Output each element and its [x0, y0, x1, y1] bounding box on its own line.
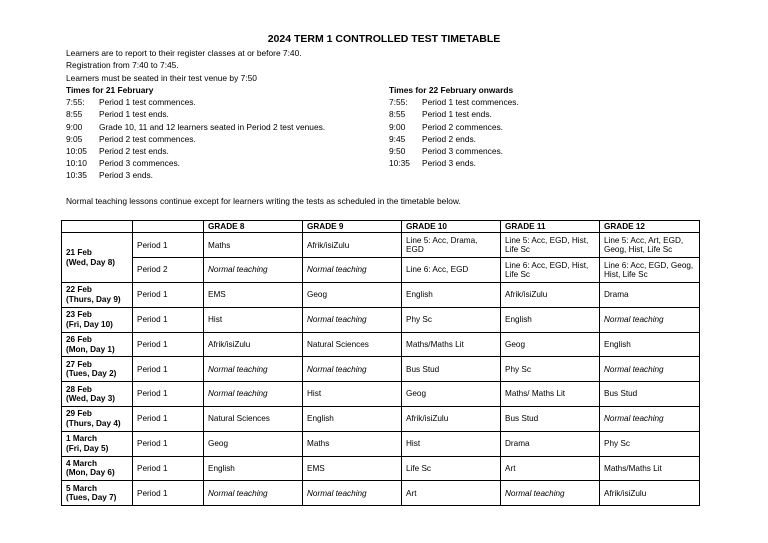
subject-cell: Bus Stud — [600, 382, 700, 407]
subject-cell: Art — [402, 481, 501, 506]
instruction-line: Registration from 7:40 to 7:45. — [66, 60, 179, 71]
date-label: 23 Feb — [66, 310, 92, 320]
subject-cell: Maths — [303, 431, 402, 456]
table-row — [62, 456, 700, 481]
header-cell — [62, 221, 133, 233]
date-label: 29 Feb — [66, 409, 92, 419]
day-label: (Thurs, Day 4) — [66, 418, 121, 428]
table-row — [62, 357, 700, 382]
time-row — [66, 158, 386, 170]
subject-cell: Line 6: Acc, EGD — [402, 258, 501, 283]
times-22-heading: Times for 22 February onwards — [389, 85, 514, 95]
date-cell — [62, 407, 133, 432]
subject-cell: Geog — [402, 382, 501, 407]
subject-cell: Normal teaching — [303, 307, 402, 332]
subject-cell: Line 6: Acc, EGD, Geog, Hist, Life Sc — [600, 258, 700, 283]
period-cell: Period 1 — [133, 481, 204, 506]
time-description: Period 2 ends. — [422, 133, 477, 144]
subject-cell: Normal teaching — [303, 258, 402, 283]
time-description: Period 2 commences. — [422, 121, 503, 132]
time-value: 9:00 — [66, 121, 83, 132]
subject-cell: Drama — [600, 283, 700, 308]
time-description: Period 3 commences. — [99, 158, 180, 169]
date-cell — [62, 233, 133, 283]
date-label: 27 Feb — [66, 359, 92, 369]
subject-cell: Normal teaching — [204, 382, 303, 407]
subject-cell: Normal teaching — [600, 357, 700, 382]
time-row — [66, 170, 386, 182]
times-22-february — [389, 85, 709, 170]
subject-cell: Afrik/isiZulu — [501, 283, 600, 308]
subject-cell: Phy Sc — [501, 357, 600, 382]
time-value: 10:35 — [66, 170, 87, 181]
time-description: Period 2 test ends. — [99, 145, 169, 156]
table-row — [62, 332, 700, 357]
day-label: (Fri, Day 10) — [66, 319, 113, 329]
period-cell: Period 1 — [133, 407, 204, 432]
subject-cell: EMS — [303, 456, 402, 481]
subject-cell: Bus Stud — [501, 407, 600, 432]
period-cell: Period 1 — [133, 431, 204, 456]
period-cell: Period 2 — [133, 258, 204, 283]
date-label: 1 March — [66, 434, 97, 444]
subject-cell: Maths/ Maths Lit — [501, 382, 600, 407]
date-cell — [62, 456, 133, 481]
day-label: (Thurs, Day 9) — [66, 294, 121, 304]
subject-cell: Normal teaching — [303, 481, 402, 506]
header-cell — [133, 221, 204, 233]
time-row — [66, 109, 386, 121]
time-row — [66, 134, 386, 146]
time-value: 10:35 — [389, 158, 410, 169]
times-21-heading: Times for 21 February — [66, 85, 154, 95]
time-value: 9:05 — [66, 133, 83, 144]
subject-cell: Phy Sc — [402, 307, 501, 332]
subject-cell: Normal teaching — [204, 481, 303, 506]
date-cell — [62, 481, 133, 506]
subject-cell: Line 6: Acc, EGD, Hist, Life Sc — [501, 258, 600, 283]
day-label: (Fri, Day 5) — [66, 443, 109, 453]
time-description: Grade 10, 11 and 12 learners seated in Period 2 test venues. — [99, 121, 326, 132]
time-row — [66, 122, 386, 134]
table-row — [62, 382, 700, 407]
day-label: (Mon, Day 6) — [66, 468, 115, 478]
time-description: Period 1 test ends. — [99, 109, 169, 120]
date-cell — [62, 357, 133, 382]
time-row — [389, 146, 709, 158]
subject-cell: Bus Stud — [402, 357, 501, 382]
table-row — [62, 233, 700, 258]
subject-cell: Line 5: Acc, Drama, EGD — [402, 233, 501, 258]
subject-cell: English — [402, 283, 501, 308]
subject-cell: Line 5: Acc, EGD, Hist, Life Sc — [501, 233, 600, 258]
day-label: (Tues, Day 2) — [66, 369, 117, 379]
time-row — [389, 122, 709, 134]
instruction-line: Learners must be seated in their test venue by 7:50 — [66, 72, 257, 83]
subject-cell: Maths/Maths Lit — [600, 456, 700, 481]
table-header-row — [62, 221, 700, 233]
date-label: 5 March — [66, 483, 97, 493]
time-description: Period 3 ends. — [422, 158, 477, 169]
times-21-february — [66, 85, 386, 183]
table-row — [62, 307, 700, 332]
header-cell: GRADE 8 — [204, 221, 303, 233]
subject-cell: EMS — [204, 283, 303, 308]
time-row — [389, 134, 709, 146]
timetable — [61, 220, 700, 506]
date-label: 28 Feb — [66, 384, 92, 394]
period-cell: Period 1 — [133, 307, 204, 332]
table-row — [62, 258, 700, 283]
table-row — [62, 481, 700, 506]
subject-cell: Line 5: Acc, Art, EGD, Geog, Hist, Life Sc — [600, 233, 700, 258]
time-value: 8:55 — [66, 109, 83, 120]
subject-cell: Hist — [402, 431, 501, 456]
subject-cell: Afrik/isiZulu — [204, 332, 303, 357]
time-row — [389, 158, 709, 170]
period-cell: Period 1 — [133, 382, 204, 407]
subject-cell: Natural Sciences — [303, 332, 402, 357]
time-description: Period 3 ends. — [99, 170, 154, 181]
day-label: (Wed, Day 3) — [66, 394, 115, 404]
time-row — [66, 146, 386, 158]
day-label: (Wed, Day 8) — [66, 257, 115, 267]
period-cell: Period 1 — [133, 357, 204, 382]
subject-cell: Geog — [501, 332, 600, 357]
date-label: 4 March — [66, 459, 97, 469]
date-cell — [62, 382, 133, 407]
date-label: 21 Feb — [66, 248, 92, 258]
time-description: Period 1 test ends. — [422, 109, 492, 120]
subject-cell: Normal teaching — [204, 258, 303, 283]
time-description: Period 3 commences. — [422, 145, 503, 156]
time-description: Period 1 test commences. — [422, 97, 519, 108]
subject-cell: Life Sc — [402, 456, 501, 481]
period-cell: Period 1 — [133, 283, 204, 308]
time-value: 9:45 — [389, 133, 406, 144]
table-row — [62, 407, 700, 432]
date-label: 26 Feb — [66, 335, 92, 345]
date-label: 22 Feb — [66, 285, 92, 295]
day-label: (Mon, Day 1) — [66, 344, 115, 354]
subject-cell: Maths/Maths Lit — [402, 332, 501, 357]
normal-teaching-note: Normal teaching lessons continue except for learners writing the tests as scheduled in the timetable below. — [66, 196, 461, 206]
subject-cell: English — [501, 307, 600, 332]
date-cell — [62, 431, 133, 456]
period-cell: Period 1 — [133, 456, 204, 481]
time-row — [389, 109, 709, 121]
header-cell: GRADE 11 — [501, 221, 600, 233]
page-title: 2024 TERM 1 CONTROLLED TEST TIMETABLE — [267, 33, 501, 45]
time-row — [66, 97, 386, 109]
subject-cell: Hist — [204, 307, 303, 332]
time-row — [389, 97, 709, 109]
subject-cell: Geog — [204, 431, 303, 456]
time-description: Period 1 test commences. — [99, 97, 196, 108]
subject-cell: Normal teaching — [204, 357, 303, 382]
header-cell: GRADE 12 — [600, 221, 700, 233]
subject-cell: English — [303, 407, 402, 432]
date-cell — [62, 283, 133, 308]
subject-cell: Maths — [204, 233, 303, 258]
period-cell: Period 1 — [133, 332, 204, 357]
header-cell: GRADE 9 — [303, 221, 402, 233]
subject-cell: Normal teaching — [303, 357, 402, 382]
period-cell: Period 1 — [133, 233, 204, 258]
time-value: 9:50 — [389, 145, 406, 156]
subject-cell: Afrik/isiZulu — [600, 481, 700, 506]
subject-cell: Normal teaching — [501, 481, 600, 506]
subject-cell: English — [204, 456, 303, 481]
subject-cell: English — [600, 332, 700, 357]
subject-cell: Hist — [303, 382, 402, 407]
time-value: 7:55: — [389, 97, 408, 108]
subject-cell: Geog — [303, 283, 402, 308]
subject-cell: Afrik/isiZulu — [303, 233, 402, 258]
subject-cell: Phy Sc — [600, 431, 700, 456]
time-description: Period 2 test commences. — [99, 133, 196, 144]
instructions — [66, 48, 706, 85]
instruction-line: Learners are to report to their register classes at or before 7:40. — [66, 48, 302, 58]
time-value: 9:00 — [389, 121, 406, 132]
subject-cell: Art — [501, 456, 600, 481]
date-cell — [62, 332, 133, 357]
time-value: 8:55 — [389, 109, 406, 120]
table-row — [62, 431, 700, 456]
subject-cell: Afrik/isiZulu — [402, 407, 501, 432]
date-cell — [62, 307, 133, 332]
time-value: 10:05 — [66, 145, 87, 156]
subject-cell: Normal teaching — [600, 307, 700, 332]
header-cell: GRADE 10 — [402, 221, 501, 233]
subject-cell: Drama — [501, 431, 600, 456]
table-row — [62, 283, 700, 308]
time-value: 10:10 — [66, 158, 87, 169]
subject-cell: Normal teaching — [600, 407, 700, 432]
day-label: (Tues, Day 7) — [66, 493, 117, 503]
time-value: 7:55: — [66, 97, 85, 108]
subject-cell: Natural Sciences — [204, 407, 303, 432]
